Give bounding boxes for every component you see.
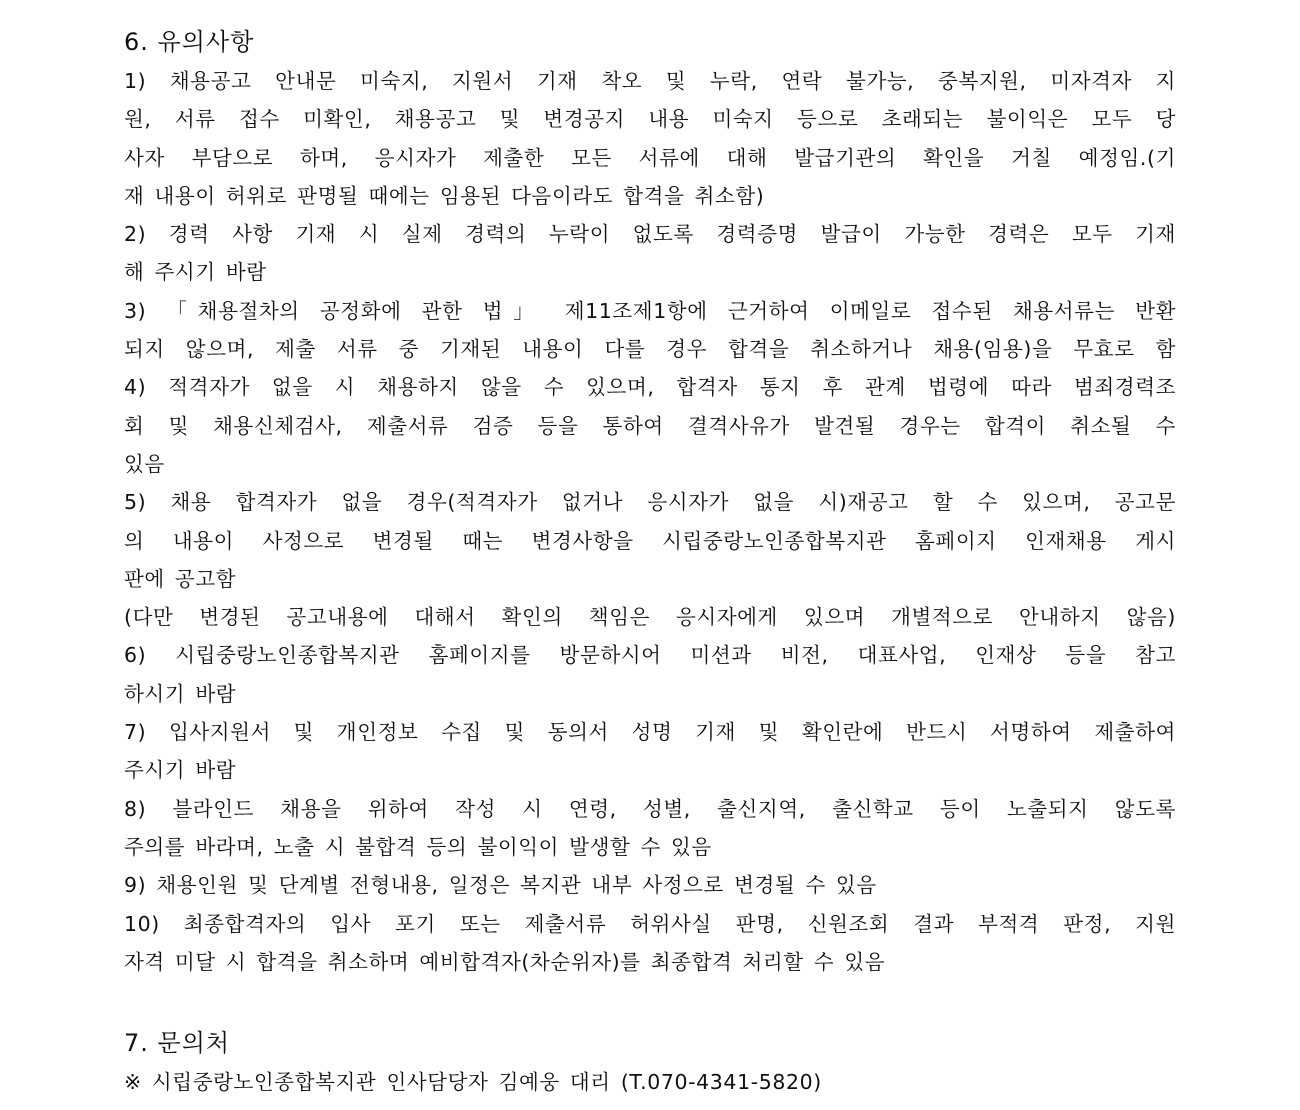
notice-line: 5) 채용 합격자가 없을 경우(적격자가 없거나 응시자가 없을 시)재공고 할 수 있으며, 공고문 bbox=[124, 490, 1176, 515]
notice-list bbox=[124, 62, 1176, 981]
notice-line: 4) 적격자가 없을 시 채용하지 않을 수 있으며, 합격자 통지 후 관계 법령에 따라 범죄경력조 bbox=[124, 375, 1176, 400]
section-spacer bbox=[124, 981, 1176, 1023]
section-7-title: 7. 문의처 bbox=[124, 1029, 231, 1058]
notice-line: 자격 미달 시 합격을 취소하며 예비합격자(차순위자)를 최종합격 처리할 수 있음 bbox=[124, 949, 886, 974]
notice-line: 해 주시기 바람 bbox=[124, 260, 267, 285]
notice-line: (다만 변경된 공고내용에 대해서 확인의 책임은 응시자에게 있으며 개별적으로 안내하지 않음) bbox=[124, 605, 1176, 630]
notice-line: 주시기 바람 bbox=[124, 758, 237, 783]
notice-line: 8) 블라인드 채용을 위하여 작성 시 연령, 성별, 출신지역, 출신학교 등이 노출되지 않도록 bbox=[124, 796, 1176, 821]
notice-line: 재 내용이 허위로 판명될 때에는 임용된 다음이라도 합격을 취소함) bbox=[124, 183, 765, 208]
notice-line: 판에 공고함 bbox=[124, 566, 237, 591]
notice-line: 6) 시립중랑노인종합복지관 홈페이지를 방문하시어 미션과 비전, 대표사업, 인재상 등을 참고 bbox=[124, 643, 1176, 668]
notice-line: 사자 부담으로 하며, 응시자가 제출한 모든 서류에 대해 발급기관의 확인을 거칠 예정임.(기 bbox=[124, 145, 1176, 170]
document-page bbox=[124, 22, 1176, 1101]
contact-info: ※ 시립중랑노인종합복지관 인사담당자 김예웅 대리 (T.070-4341-5820) bbox=[124, 1070, 822, 1095]
notice-line: 7) 입사지원서 및 개인정보 수집 및 동의서 성명 기재 및 확인란에 반드시 서명하여 제출하여 bbox=[124, 720, 1176, 745]
notice-line: 회 및 채용신체검사, 제출서류 검증 등을 통하여 결격사유가 발견될 경우는 합격이 취소될 수 bbox=[124, 413, 1176, 438]
notice-line: 되지 않으며, 제출 서류 중 기재된 내용이 다를 경우 합격을 취소하거나 채용(임용)을 무효로 함 bbox=[124, 337, 1176, 362]
notice-line: 원, 서류 접수 미확인, 채용공고 및 변경공지 내용 미숙지 등으로 초래되는 불이익은 모두 당 bbox=[124, 107, 1176, 132]
section-6-title: 6. 유의사항 bbox=[124, 28, 255, 56]
notice-line: 9) 채용인원 및 단계별 전형내용, 일정은 복지관 내부 사정으로 변경될 수 있음 bbox=[124, 873, 877, 898]
notice-line: 2) 경력 사항 기재 시 실제 경력의 누락이 없도록 경력증명 발급이 가능한 경력은 모두 기재 bbox=[124, 222, 1176, 247]
notice-line: 10) 최종합격자의 입사 포기 또는 제출서류 허위사실 판명, 신원조회 결과 부적격 판정, 지원 bbox=[124, 911, 1176, 936]
notice-line: 주의를 바라며, 노출 시 불합격 등의 불이익이 발생할 수 있음 bbox=[124, 834, 712, 859]
notice-line: 3) 「채용절차의 공정화에 관한 법」 제11조제1항에 근거하여 이메일로 접수된 채용서류는 반환 bbox=[124, 298, 1176, 323]
notice-line: 있음 bbox=[124, 451, 165, 476]
notice-line: 1) 채용공고 안내문 미숙지, 지원서 기재 착오 및 누락, 연락 불가능, 중복지원, 미자격자 지 bbox=[124, 69, 1176, 93]
notice-line: 의 내용이 사정으로 변경될 때는 변경사항을 시립중랑노인종합복지관 홈페이지 인재채용 게시 bbox=[124, 528, 1176, 553]
notice-line: 하시기 바람 bbox=[124, 681, 237, 706]
